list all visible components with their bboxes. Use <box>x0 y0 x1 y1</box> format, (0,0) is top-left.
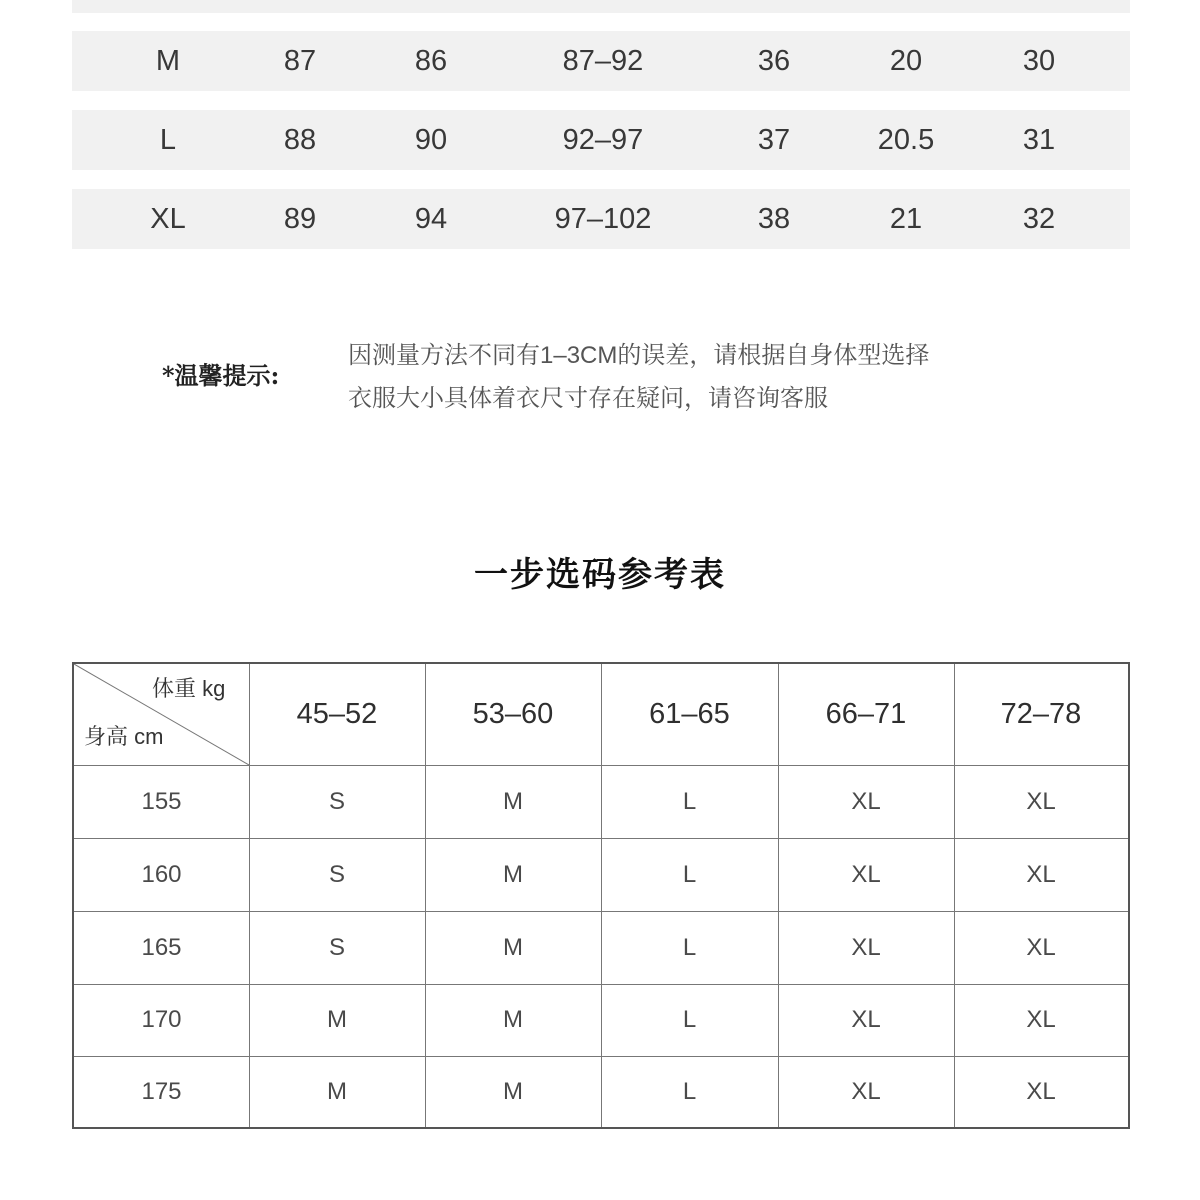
weight-range-header: 72–78 <box>1000 698 1082 730</box>
size-chart-row <box>72 31 1130 91</box>
size-cell: 36 <box>757 45 791 77</box>
size-cell: 86 <box>414 45 448 77</box>
recommended-size-cell: L <box>682 788 697 815</box>
height-row-label: 175 <box>141 1078 182 1105</box>
size-cell: 87–92 <box>562 45 644 77</box>
size-reference-table <box>72 662 1130 1129</box>
height-row-label: 165 <box>141 934 182 961</box>
tip-text <box>348 334 929 420</box>
size-cell: 92–97 <box>562 124 644 156</box>
size-cell: 37 <box>757 124 791 156</box>
size-cell: 30 <box>1022 45 1056 77</box>
recommended-size-cell: M <box>503 788 523 815</box>
recommended-size-cell: S <box>328 788 345 815</box>
height-row-label: 170 <box>141 1006 182 1033</box>
recommended-size-cell: M <box>503 861 523 888</box>
size-cell-size: M <box>155 45 181 77</box>
reference-table-title: 一步选码参考表 <box>474 555 726 595</box>
size-chart-header-stripe <box>72 0 1130 13</box>
recommended-size-cell: XL <box>851 788 881 815</box>
recommended-size-cell: L <box>682 1078 697 1105</box>
recommended-size-cell: XL <box>1026 1078 1056 1105</box>
size-chart-row <box>72 189 1130 249</box>
height-row-label: 155 <box>141 788 182 815</box>
recommended-size-cell: M <box>503 1006 523 1033</box>
recommended-size-cell: XL <box>1026 1006 1056 1033</box>
recommended-size-cell: L <box>682 1006 697 1033</box>
size-cell: 20 <box>889 45 923 77</box>
tip-line: 衣服大小具体着衣尺寸存在疑问，请咨询客服 <box>348 385 828 412</box>
recommended-size-cell: S <box>328 934 345 961</box>
size-chart-row <box>72 110 1130 170</box>
recommended-size-cell: M <box>327 1006 347 1033</box>
recommended-size-cell: XL <box>851 861 881 888</box>
tip-line: 因测量方法不同有1–3CM的误差，请根据自身体型选择 <box>348 342 930 369</box>
height-row-label: 160 <box>141 861 182 888</box>
weight-range-header: 66–71 <box>825 698 907 730</box>
size-cell: 88 <box>283 124 317 156</box>
size-cell-size: L <box>159 124 177 156</box>
size-cell: 32 <box>1022 203 1056 235</box>
recommended-size-cell: XL <box>1026 861 1056 888</box>
recommended-size-cell: XL <box>1026 788 1056 815</box>
size-cell: 38 <box>757 203 791 235</box>
size-cell: 89 <box>283 203 317 235</box>
recommended-size-cell: L <box>682 934 697 961</box>
recommended-size-cell: M <box>503 1078 523 1105</box>
size-cell: 87 <box>283 45 317 77</box>
weight-range-header: 61–65 <box>649 698 730 730</box>
recommended-size-cell: M <box>503 934 523 961</box>
size-cell-size: XL <box>150 203 186 235</box>
weight-range-header: 45–52 <box>296 698 378 730</box>
recommended-size-cell: M <box>327 1078 347 1105</box>
corner-weight-label: 体重 kg <box>152 676 226 701</box>
tip-label: *温馨提示: <box>162 361 280 390</box>
recommended-size-cell: XL <box>851 934 881 961</box>
recommended-size-cell: XL <box>851 1006 881 1033</box>
size-cell: 20.5 <box>877 124 935 156</box>
corner-height-label: 身高 cm <box>84 724 164 749</box>
size-cell: 94 <box>414 203 448 235</box>
recommended-size-cell: XL <box>851 1078 881 1105</box>
size-cell: 97–102 <box>554 203 652 235</box>
size-cell: 90 <box>414 124 448 156</box>
size-cell: 21 <box>889 203 923 235</box>
weight-range-header: 53–60 <box>472 698 554 730</box>
size-cell: 31 <box>1022 124 1056 156</box>
recommended-size-cell: S <box>328 861 345 888</box>
recommended-size-cell: L <box>682 861 697 888</box>
recommended-size-cell: XL <box>1026 934 1056 961</box>
